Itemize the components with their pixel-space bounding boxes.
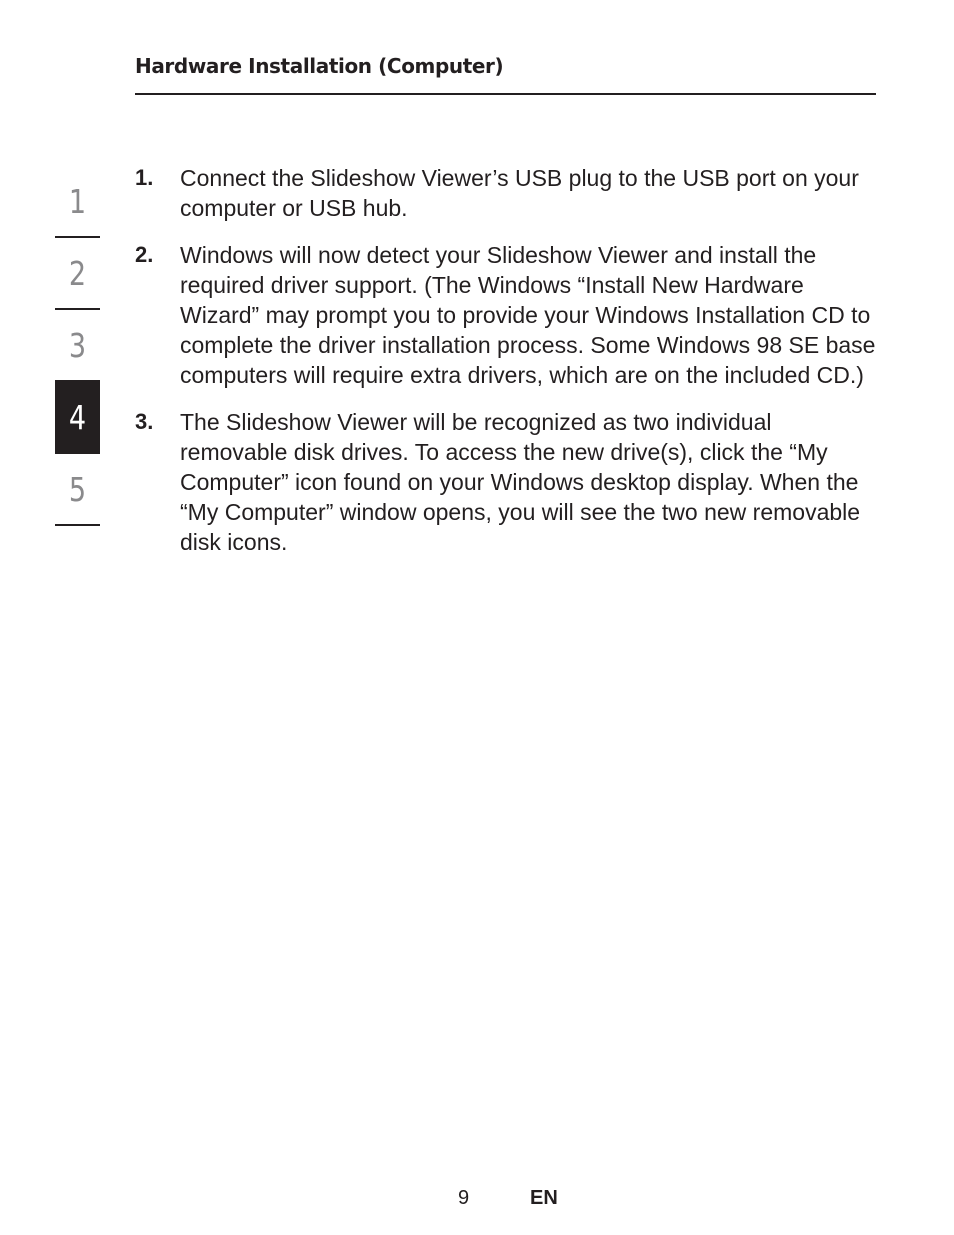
chapter-tab-5[interactable] <box>55 454 100 526</box>
chapter-tab-label: 1 <box>68 181 87 221</box>
chapter-nav <box>55 166 100 526</box>
step-text: The Slideshow Viewer will be recognized as two individual removable disk drives. To access the new drive(s), click the “My Computer” icon found on your Windows desktop display. When the “My Computer” window opens, you will see the two new removable disk icons. <box>180 409 861 555</box>
step-item <box>135 240 880 390</box>
chapter-tab-3[interactable] <box>55 310 100 382</box>
chapter-tab-label: 2 <box>68 253 87 293</box>
installation-steps <box>135 163 880 574</box>
chapter-tab-label: 3 <box>68 325 87 365</box>
step-number: 1. <box>135 165 154 190</box>
chapter-tab-2[interactable] <box>55 238 100 310</box>
page-number: 9 <box>458 1187 470 1209</box>
chapter-tab-4[interactable] <box>55 382 100 454</box>
chapter-tab-label: 4 <box>68 397 87 437</box>
chapter-tab-1[interactable] <box>55 166 100 238</box>
step-number: 3. <box>135 409 154 434</box>
step-text: Windows will now detect your Slideshow Viewer and install the required driver support. (The Windows “Install New Hardware Wizard” may prompt you to provide your Windows Installation CD to complete the driver installation process. Some Windows 98 SE base computers will require extra drivers, which are on the included CD.) <box>180 242 876 388</box>
step-text: Connect the Slideshow Viewer’s USB plug to the USB port on your computer or USB hub. <box>180 165 859 221</box>
step-item <box>135 163 880 223</box>
step-number: 2. <box>135 242 154 267</box>
language-code: EN <box>530 1187 558 1209</box>
page-title: Hardware Installation (Computer) <box>135 54 504 78</box>
chapter-tab-label: 5 <box>68 469 87 509</box>
header-divider <box>135 93 876 95</box>
step-item <box>135 407 880 557</box>
